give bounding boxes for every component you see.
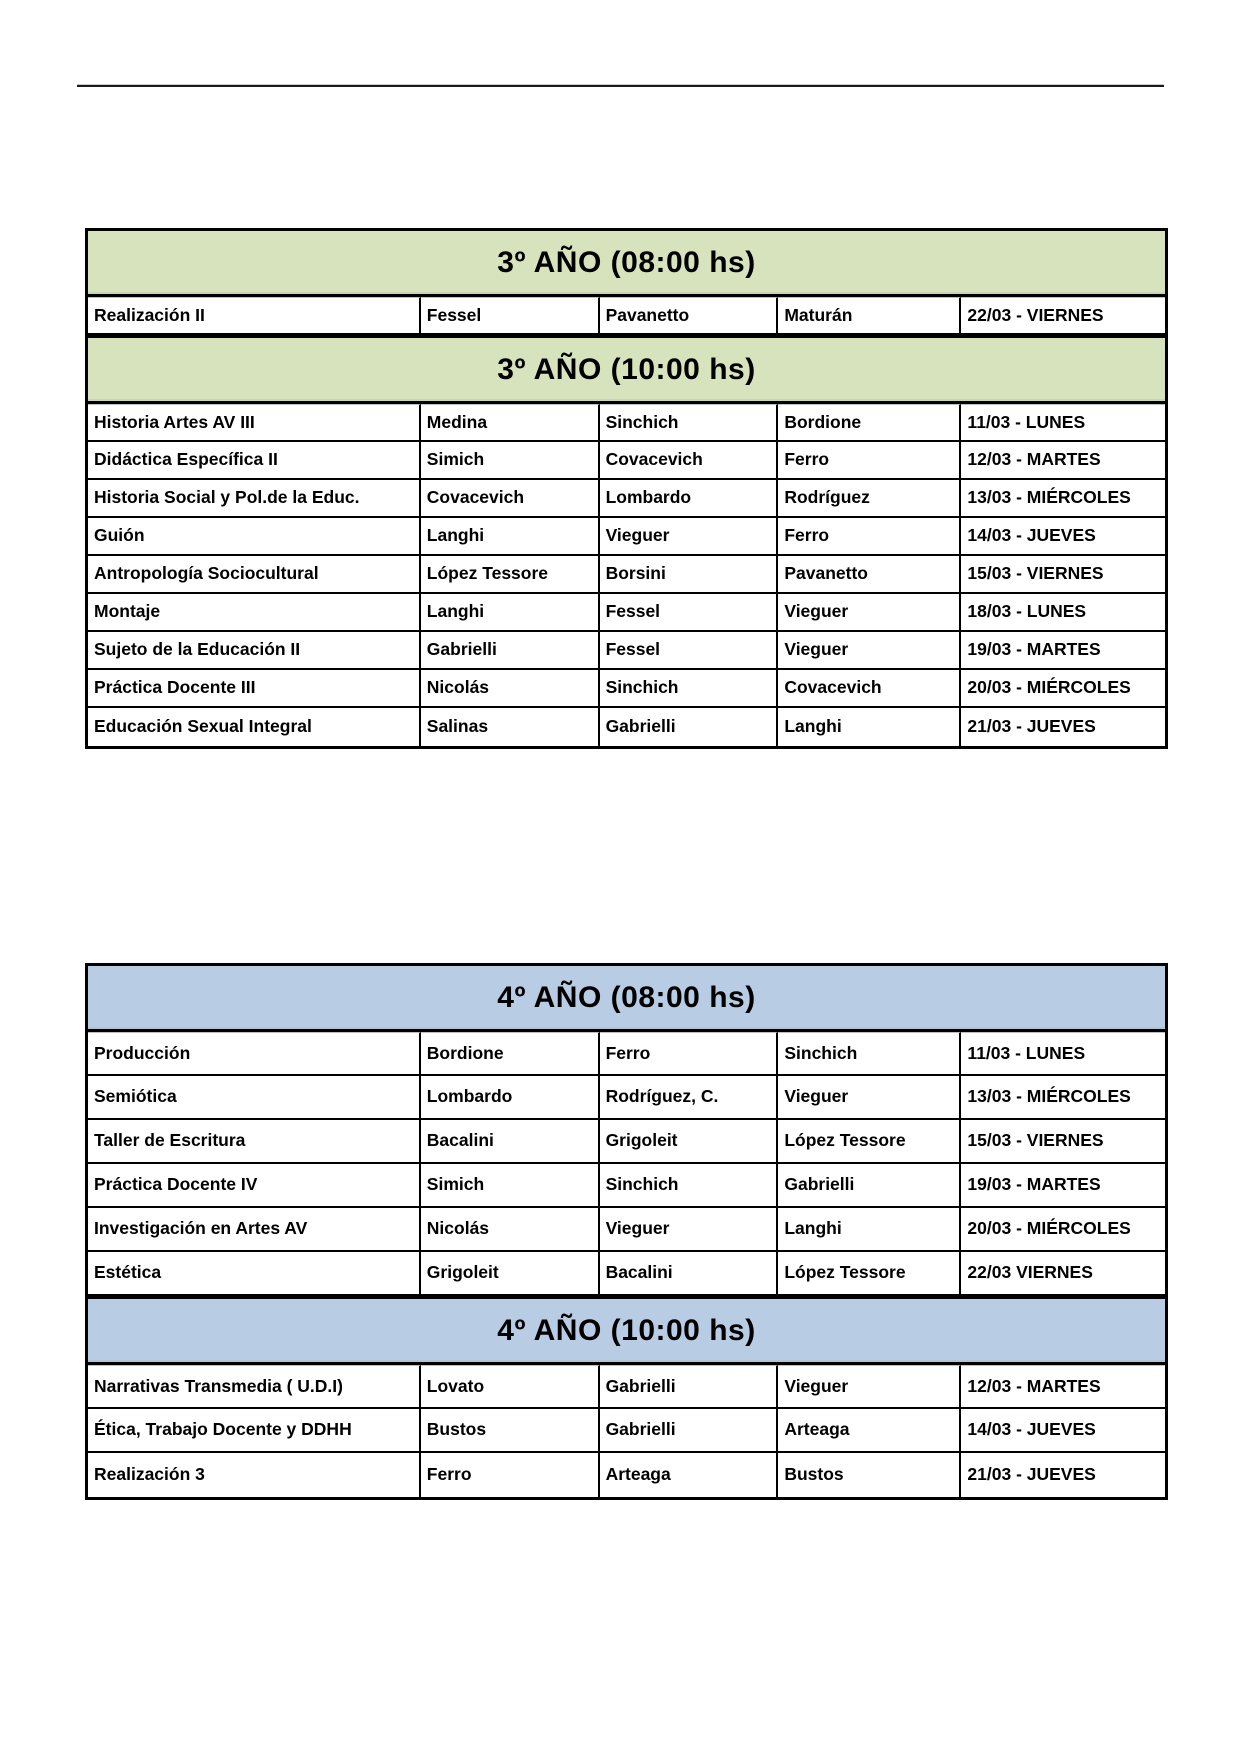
subject-cell: Producción — [88, 1032, 421, 1076]
subject-cell: Semiótica — [88, 1076, 421, 1120]
section-title: 3º AÑO (10:00 hs) — [88, 335, 1165, 404]
table-row — [88, 404, 1165, 442]
examiner-3-cell: Covacevich — [778, 670, 961, 708]
table-row — [88, 1365, 1165, 1409]
examiner-3-cell: Langhi — [778, 1208, 961, 1252]
examiner-1-cell: Bustos — [421, 1409, 600, 1453]
date-cell: 14/03 - JUEVES — [961, 518, 1165, 556]
date-cell: 15/03 - VIERNES — [961, 1120, 1165, 1164]
date-cell: 15/03 - VIERNES — [961, 556, 1165, 594]
subject-cell: Estética — [88, 1252, 421, 1296]
date-cell: 22/03 VIERNES — [961, 1252, 1165, 1296]
examiner-2-cell: Bacalini — [600, 1252, 779, 1296]
examiner-3-cell: Gabrielli — [778, 1164, 961, 1208]
examiner-2-cell: Gabrielli — [600, 1409, 779, 1453]
examiner-2-cell: Sinchich — [600, 1164, 779, 1208]
table-row — [88, 1120, 1165, 1164]
examiner-2-cell: Fessel — [600, 632, 779, 670]
header-divider-line — [77, 85, 1164, 87]
examiner-1-cell: Fessel — [421, 297, 600, 335]
date-cell: 13/03 - MIÉRCOLES — [961, 1076, 1165, 1120]
examiner-2-cell: Grigoleit — [600, 1120, 779, 1164]
date-cell: 13/03 - MIÉRCOLES — [961, 480, 1165, 518]
date-cell: 20/03 - MIÉRCOLES — [961, 670, 1165, 708]
examiner-2-cell: Pavanetto — [600, 297, 779, 335]
examiner-1-cell: Grigoleit — [421, 1252, 600, 1296]
examiner-1-cell: Simich — [421, 442, 600, 480]
examiner-2-cell: Fessel — [600, 594, 779, 632]
subject-cell: Realización II — [88, 297, 421, 335]
examiner-2-cell: Vieguer — [600, 518, 779, 556]
examiner-3-cell: Bordione — [778, 404, 961, 442]
examiner-2-cell: Covacevich — [600, 442, 779, 480]
examiner-3-cell: Pavanetto — [778, 556, 961, 594]
examiner-3-cell: Ferro — [778, 442, 961, 480]
table-row — [88, 480, 1165, 518]
examiner-2-cell: Vieguer — [600, 1208, 779, 1252]
examiner-2-cell: Ferro — [600, 1032, 779, 1076]
table-row — [88, 556, 1165, 594]
subject-cell: Didáctica Específica II — [88, 442, 421, 480]
subject-cell: Antropología Sociocultural — [88, 556, 421, 594]
examiner-1-cell: Bacalini — [421, 1120, 600, 1164]
date-cell: 22/03 - VIERNES — [961, 297, 1165, 335]
examiner-1-cell: Gabrielli — [421, 632, 600, 670]
examiner-2-cell: Sinchich — [600, 404, 779, 442]
schedule-table-3rd-year — [85, 228, 1168, 749]
examiner-3-cell: Vieguer — [778, 1365, 961, 1409]
examiner-1-cell: Nicolás — [421, 670, 600, 708]
examiner-2-cell: Arteaga — [600, 1453, 779, 1497]
table-row — [88, 708, 1165, 746]
examiner-2-cell: Lombardo — [600, 480, 779, 518]
examiner-3-cell: Vieguer — [778, 594, 961, 632]
examiner-1-cell: Salinas — [421, 708, 600, 746]
table-row — [88, 632, 1165, 670]
examiner-3-cell: López Tessore — [778, 1120, 961, 1164]
subject-cell: Práctica Docente III — [88, 670, 421, 708]
section-title: 4º AÑO (08:00 hs) — [88, 966, 1165, 1032]
table-row — [88, 1208, 1165, 1252]
table-row — [88, 442, 1165, 480]
date-cell: 21/03 - JUEVES — [967, 716, 1096, 737]
table-row — [88, 1453, 1165, 1497]
table-row — [88, 1164, 1165, 1208]
examiner-3-cell: Ferro — [778, 518, 961, 556]
date-cell: 20/03 - MIÉRCOLES — [961, 1208, 1165, 1252]
examiner-2-cell: Sinchich — [600, 670, 779, 708]
table-row — [88, 1032, 1165, 1076]
table-row — [88, 297, 1165, 335]
examiner-2-cell: Rodríguez, C. — [600, 1076, 779, 1120]
examiner-3-cell: Arteaga — [778, 1409, 961, 1453]
date-cell: 11/03 - LUNES — [961, 404, 1165, 442]
examiner-1-cell: Ferro — [421, 1453, 600, 1497]
schedule-table-4th-year — [85, 963, 1168, 1500]
examiner-1-cell: Medina — [421, 404, 600, 442]
examiner-3-cell: Bustos — [778, 1453, 961, 1497]
examiner-1-cell: Covacevich — [421, 480, 600, 518]
examiner-3-cell: Langhi — [778, 708, 961, 746]
examiner-1-cell: Nicolás — [421, 1208, 600, 1252]
examiner-1-cell: Langhi — [421, 594, 600, 632]
examiner-3-cell: Vieguer — [778, 1076, 961, 1120]
examiner-3-cell: Vieguer — [778, 632, 961, 670]
date-cell: 18/03 - LUNES — [961, 594, 1165, 632]
subject-cell: Narrativas Transmedia ( U.D.I) — [88, 1365, 421, 1409]
table-row — [88, 1409, 1165, 1453]
table-row — [88, 1252, 1165, 1296]
date-cell: 19/03 - MARTES — [961, 632, 1165, 670]
examiner-1-cell: Langhi — [421, 518, 600, 556]
date-cell: 14/03 - JUEVES — [961, 1409, 1165, 1453]
examiner-1-cell: Bordione — [421, 1032, 600, 1076]
subject-cell: Montaje — [88, 594, 421, 632]
date-cell: 19/03 - MARTES — [961, 1164, 1165, 1208]
examiner-3-cell: Sinchich — [778, 1032, 961, 1076]
subject-cell: Investigación en Artes AV — [88, 1208, 421, 1252]
examiner-1-cell: Lovato — [421, 1365, 600, 1409]
examiner-3-cell: Rodríguez — [778, 480, 961, 518]
subject-cell: Taller de Escritura — [88, 1120, 421, 1164]
table-row — [88, 518, 1165, 556]
examiner-2-cell: Gabrielli — [600, 1365, 779, 1409]
examiner-3-cell: Maturán — [778, 297, 961, 335]
subject-cell: Sujeto de la Educación II — [88, 632, 421, 670]
subject-cell: Ética, Trabajo Docente y DDHH — [88, 1409, 421, 1453]
subject-cell: Educación Sexual Integral — [88, 708, 421, 746]
examiner-1-cell: Lombardo — [421, 1076, 600, 1120]
subject-cell: Guión — [88, 518, 421, 556]
examiner-2-cell: Borsini — [600, 556, 779, 594]
examiner-3-cell: López Tessore — [778, 1252, 961, 1296]
table-row — [88, 670, 1165, 708]
subject-cell: Historia Artes AV III — [88, 404, 421, 442]
date-cell: 12/03 - MARTES — [961, 1365, 1165, 1409]
section-title: 3º AÑO (08:00 hs) — [88, 231, 1165, 297]
examiner-2-cell: Gabrielli — [600, 708, 779, 746]
date-cell: 11/03 - LUNES — [961, 1032, 1165, 1076]
table-row — [88, 594, 1165, 632]
subject-cell: Realización 3 — [88, 1453, 421, 1497]
examiner-1-cell: López Tessore — [421, 556, 600, 594]
subject-cell: Historia Social y Pol.de la Educ. — [88, 480, 421, 518]
date-cell: 21/03 - JUEVES — [967, 1464, 1096, 1485]
table-row — [88, 1076, 1165, 1120]
subject-cell: Práctica Docente IV — [88, 1164, 421, 1208]
date-cell: 12/03 - MARTES — [961, 442, 1165, 480]
section-title: 4º AÑO (10:00 hs) — [88, 1296, 1165, 1365]
examiner-1-cell: Simich — [421, 1164, 600, 1208]
